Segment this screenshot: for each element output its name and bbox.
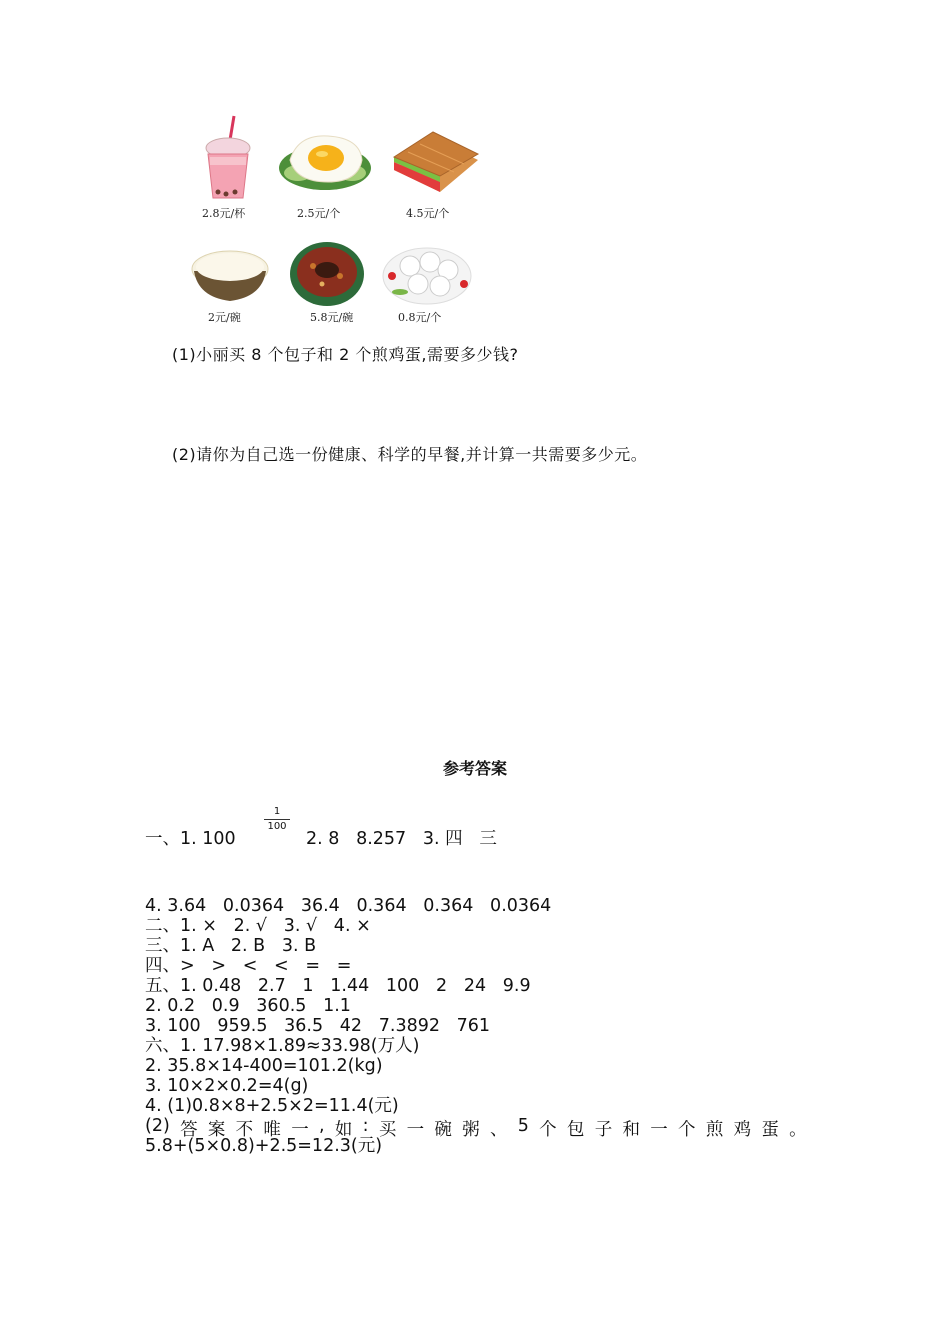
- answer-token: 案: [207, 1120, 226, 1140]
- fried-egg-image: [278, 128, 378, 193]
- question-2: (2)请你为自己选一份健康、科学的早餐,并计算一共需要多少元。: [172, 445, 648, 464]
- answer-token: 和: [622, 1120, 640, 1140]
- answer-token: 蛋: [761, 1120, 779, 1140]
- answer-token: 粥: [462, 1120, 480, 1140]
- steamed-buns-icon: [382, 244, 472, 306]
- answer-token: 如: [334, 1120, 353, 1140]
- answer-token: (2): [145, 1116, 170, 1136]
- answer-line: 二、1. × 2. √ 3. √ 4. ×: [145, 916, 371, 936]
- answer-token: 答: [180, 1120, 198, 1140]
- price-label: 0.8元/个: [398, 311, 442, 324]
- porridge-bowl-icon: [288, 240, 366, 308]
- answer-line: 三、1. A 2. B 3. B: [145, 936, 317, 956]
- answer-token: 碗: [434, 1120, 452, 1140]
- answer-token: 子: [594, 1120, 613, 1140]
- answer-token: 、: [489, 1120, 508, 1140]
- fraction-bar: [264, 819, 290, 820]
- answer-token: 个: [539, 1120, 557, 1140]
- price-label: 2.5元/个: [297, 207, 341, 220]
- sandwich-icon: [388, 130, 483, 195]
- answer-line: 4. 3.64 0.0364 36.4 0.364 0.364 0.0364: [145, 896, 552, 916]
- answer-token: 一: [650, 1120, 668, 1140]
- fraction-denominator: 100: [267, 821, 287, 832]
- price-label: 2.8元/杯: [202, 207, 246, 220]
- answer-token: :: [362, 1116, 369, 1136]
- answer-line: 四、> > < < = =: [145, 956, 352, 976]
- rice-bowl-icon: [190, 245, 270, 305]
- price-label: 5.8元/碗: [310, 311, 354, 324]
- answer-token: 5: [517, 1116, 529, 1136]
- answer-token: 唯: [263, 1120, 281, 1140]
- price-label: 4.5元/个: [406, 207, 450, 220]
- answer-line: 5.8+(5×0.8)+2.5=12.3(元): [145, 1136, 383, 1156]
- answer-line: 六、1. 17.98×1.89≈33.98(万人): [145, 1036, 420, 1056]
- bubble-tea-icon: [198, 112, 258, 202]
- question-1: (1)小丽买 8 个包子和 2 个煎鸡蛋,需要多少钱?: [172, 345, 519, 364]
- rice-bowl-image: [190, 245, 290, 305]
- sandwich-image: [388, 130, 488, 195]
- answers-title: 参考答案: [442, 759, 507, 778]
- fraction: [262, 806, 292, 833]
- answer-token: 。: [789, 1120, 807, 1140]
- answer-line: 3. 100 959.5 36.5 42 7.3892 761: [145, 1016, 491, 1036]
- answer-token: 包: [566, 1120, 585, 1140]
- answer-line: 2. 8 8.257 3. 四 三: [306, 829, 497, 849]
- answer-line: 五、1. 0.48 2.7 1 1.44 100 2 24 9.9: [145, 976, 531, 996]
- answer-line: 3. 10×2×0.2=4(g): [145, 1076, 309, 1096]
- porridge-bowl-image: [288, 240, 388, 308]
- answer-token: 不: [235, 1120, 254, 1140]
- answer-line: 一、1. 100: [145, 829, 236, 849]
- fried-egg-icon: [278, 128, 373, 193]
- answer-line: 4. (1)0.8×8+2.5×2=11.4(元): [145, 1096, 399, 1116]
- answer-token: 个: [678, 1120, 696, 1140]
- answer-token: 鸡: [733, 1120, 752, 1140]
- price-label: 2元/碗: [208, 311, 241, 324]
- answer-token: 买: [378, 1120, 397, 1140]
- answer-token: ,: [318, 1116, 325, 1136]
- answer-line: 2. 35.8×14-400=101.2(kg): [145, 1056, 383, 1076]
- steamed-buns-image: [382, 244, 482, 306]
- answer-token: 煎: [705, 1120, 724, 1140]
- fraction-numerator: 1: [273, 806, 281, 817]
- answer-token: 一: [291, 1120, 309, 1140]
- answer-line: 2. 0.2 0.9 360.5 1.1: [145, 996, 351, 1016]
- answer-token: 一: [406, 1120, 425, 1140]
